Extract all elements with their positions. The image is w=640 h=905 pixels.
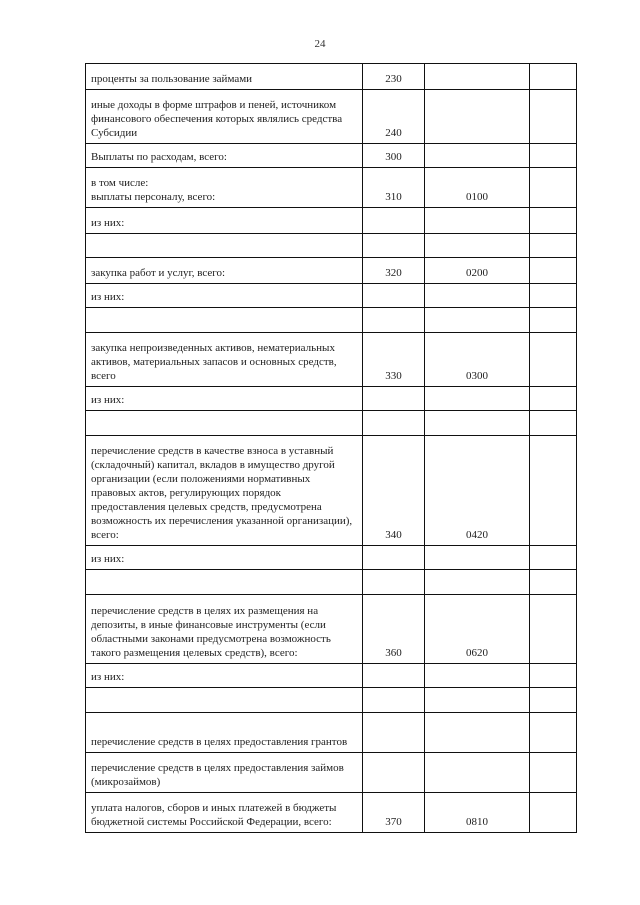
row-value-cell <box>530 234 577 258</box>
row-value-cell <box>530 284 577 308</box>
row-kosgu-cell <box>425 546 530 570</box>
table-row <box>86 333 577 387</box>
table-row <box>86 595 577 664</box>
row-name-text: иные доходы в форме штрафов и пеней, источником финансового обеспечения которых являлись средства Субсидии <box>91 99 343 140</box>
table-row <box>86 546 577 570</box>
row-code-cell <box>363 793 425 833</box>
row-name-cell <box>86 168 363 208</box>
row-name-text: из них: <box>91 217 125 230</box>
row-code-cell <box>363 90 425 144</box>
row-code-cell <box>363 595 425 664</box>
row-name-cell <box>86 234 363 258</box>
row-code-cell <box>363 168 425 208</box>
row-code-cell <box>363 308 425 333</box>
row-code-cell <box>363 753 425 793</box>
table-row <box>86 570 577 595</box>
row-code-text: 360 <box>385 647 402 660</box>
table-row <box>86 258 577 284</box>
row-value-cell <box>530 258 577 284</box>
row-code-text: 340 <box>385 529 402 542</box>
row-code-cell <box>363 436 425 546</box>
row-value-cell <box>530 664 577 688</box>
row-code-cell <box>363 144 425 168</box>
row-kosgu-cell <box>425 793 530 833</box>
row-code-cell <box>363 333 425 387</box>
row-code-text: 230 <box>385 73 402 86</box>
row-kosgu-cell <box>425 688 530 713</box>
row-name-text: перечисление средств в качестве взноса в уставный (складочный) капитал, вкладов в имущество другой организации (если положениями нормативных правовых актов, регулирующих порядок предоставления целевых средств, предусмотрена возможность их перечисления указанной организации), всего: <box>91 445 353 542</box>
row-code-cell <box>363 713 425 753</box>
row-kosgu-cell <box>425 258 530 284</box>
row-value-cell <box>530 595 577 664</box>
row-name-cell <box>86 411 363 436</box>
row-name-text: из них: <box>91 291 125 304</box>
row-code-cell <box>363 64 425 90</box>
row-name-cell <box>86 64 363 90</box>
row-code-cell <box>363 546 425 570</box>
row-value-cell <box>530 570 577 595</box>
row-value-cell <box>530 436 577 546</box>
row-kosgu-cell <box>425 436 530 546</box>
row-name-cell <box>86 436 363 546</box>
row-kosgu-cell <box>425 595 530 664</box>
row-value-cell <box>530 168 577 208</box>
row-name-text: в том числе: выплаты персоналу, всего: <box>91 177 216 204</box>
row-value-cell <box>530 144 577 168</box>
row-kosgu-cell <box>425 753 530 793</box>
row-kosgu-cell <box>425 64 530 90</box>
row-value-cell <box>530 64 577 90</box>
row-name-cell <box>86 258 363 284</box>
row-name-text: перечисление средств в целях предоставления займов (микрозаймов) <box>91 762 344 789</box>
table-row <box>86 234 577 258</box>
row-kosgu-text: 0200 <box>466 267 488 280</box>
row-value-cell <box>530 753 577 793</box>
table-row <box>86 144 577 168</box>
row-value-cell <box>530 688 577 713</box>
row-value-cell <box>530 308 577 333</box>
table-row <box>86 284 577 308</box>
row-kosgu-cell <box>425 664 530 688</box>
row-name-cell <box>86 753 363 793</box>
row-code-cell <box>363 284 425 308</box>
table-row <box>86 688 577 713</box>
row-kosgu-text: 0100 <box>466 191 488 204</box>
table-row <box>86 208 577 234</box>
row-name-cell <box>86 284 363 308</box>
row-value-cell <box>530 208 577 234</box>
row-value-cell <box>530 713 577 753</box>
row-kosgu-cell <box>425 144 530 168</box>
row-name-cell <box>86 546 363 570</box>
row-name-text: из них: <box>91 671 125 684</box>
row-kosgu-cell <box>425 333 530 387</box>
row-name-text: уплата налогов, сборов и иных платежей в бюджеты бюджетной системы Российской Федерации, всего: <box>91 802 337 829</box>
row-kosgu-cell <box>425 208 530 234</box>
table-row <box>86 793 577 833</box>
row-name-cell <box>86 664 363 688</box>
row-value-cell <box>530 387 577 411</box>
page-number: 24 <box>314 38 326 50</box>
row-kosgu-cell <box>425 234 530 258</box>
table-row <box>86 713 577 753</box>
row-name-text: закупка непроизведенных активов, нематериальных активов, материальных запасов и основных средств, всего <box>91 342 337 383</box>
row-name-cell <box>86 333 363 387</box>
row-kosgu-cell <box>425 411 530 436</box>
table-row <box>86 411 577 436</box>
row-value-cell <box>530 546 577 570</box>
row-name-cell <box>86 793 363 833</box>
row-code-cell <box>363 234 425 258</box>
row-name-text: из них: <box>91 553 125 566</box>
table-row <box>86 64 577 90</box>
row-kosgu-text: 0420 <box>466 529 488 542</box>
row-code-cell <box>363 258 425 284</box>
row-name-cell <box>86 595 363 664</box>
row-code-text: 240 <box>385 127 402 140</box>
table-row <box>86 753 577 793</box>
row-value-cell <box>530 793 577 833</box>
row-code-cell <box>363 387 425 411</box>
row-name-cell <box>86 308 363 333</box>
row-name-text: из них: <box>91 394 125 407</box>
row-code-cell <box>363 688 425 713</box>
row-name-cell <box>86 208 363 234</box>
row-name-cell <box>86 688 363 713</box>
row-name-text: закупка работ и услуг, всего: <box>91 267 226 280</box>
row-name-cell <box>86 570 363 595</box>
row-kosgu-text: 0620 <box>466 647 488 660</box>
row-code-cell <box>363 664 425 688</box>
row-kosgu-cell <box>425 168 530 208</box>
row-kosgu-cell <box>425 284 530 308</box>
row-value-cell <box>530 333 577 387</box>
table-row <box>86 308 577 333</box>
row-kosgu-cell <box>425 308 530 333</box>
row-kosgu-cell <box>425 570 530 595</box>
row-value-cell <box>530 90 577 144</box>
row-code-text: 300 <box>385 151 402 164</box>
table-row <box>86 664 577 688</box>
row-code-text: 370 <box>385 816 402 829</box>
row-name-cell <box>86 387 363 411</box>
row-code-cell <box>363 411 425 436</box>
row-kosgu-cell <box>425 713 530 753</box>
row-name-text: перечисление средств в целях их размещения на депозиты, в иные финансовые инструменты (если областными законами предусмотрена возможность такого размещения целевых средств), всего: <box>91 605 331 660</box>
row-kosgu-cell <box>425 90 530 144</box>
row-value-cell <box>530 411 577 436</box>
row-name-text: Выплаты по расходам, всего: <box>91 151 227 164</box>
row-name-text: перечисление средств в целях предоставления грантов <box>91 736 348 749</box>
row-code-text: 310 <box>385 191 402 204</box>
row-kosgu-text: 0300 <box>466 370 488 383</box>
row-code-cell <box>363 208 425 234</box>
expenditure-table <box>85 63 577 833</box>
row-name-text: проценты за пользование займами <box>91 73 253 86</box>
table-row <box>86 436 577 546</box>
row-code-text: 330 <box>385 370 402 383</box>
row-name-cell <box>86 144 363 168</box>
row-code-cell <box>363 570 425 595</box>
row-kosgu-text: 0810 <box>466 816 488 829</box>
row-name-cell <box>86 90 363 144</box>
table-row <box>86 90 577 144</box>
table-row <box>86 387 577 411</box>
table-row <box>86 168 577 208</box>
row-name-cell <box>86 713 363 753</box>
row-code-text: 320 <box>385 267 402 280</box>
row-kosgu-cell <box>425 387 530 411</box>
